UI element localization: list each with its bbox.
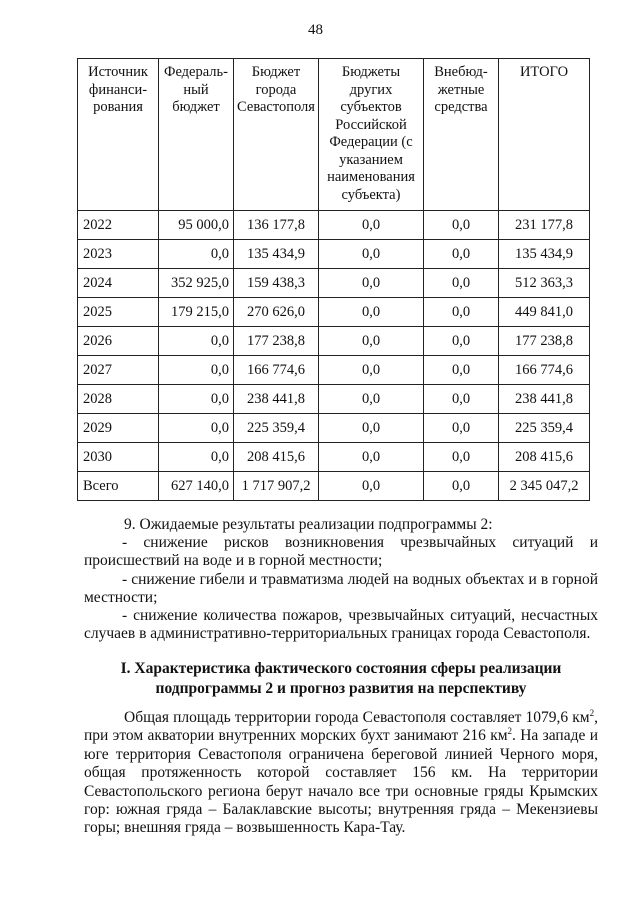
table-cell: 0,0 [319, 472, 424, 501]
superscript: 2 [507, 726, 513, 737]
table-row [78, 211, 590, 240]
table-row [78, 472, 590, 501]
row-label-cell: 2023 [78, 240, 159, 269]
table-cell: 0,0 [424, 211, 499, 240]
row-label-cell: 2024 [78, 269, 159, 298]
table-cell: 208 415,6 [499, 443, 590, 472]
table-cell: 166 774,6 [499, 356, 590, 385]
table-cell: 238 441,8 [499, 385, 590, 414]
table-cell: 238 441,8 [234, 385, 319, 414]
table-cell: 512 363,3 [499, 269, 590, 298]
table-cell: 0,0 [159, 443, 234, 472]
table-cell: 135 434,9 [499, 240, 590, 269]
table-row [78, 385, 590, 414]
table-row [78, 240, 590, 269]
table-cell: 135 434,9 [234, 240, 319, 269]
header-federal: Федераль-ный бюджет [159, 59, 234, 211]
table-cell: 225 359,4 [499, 414, 590, 443]
table-row [78, 414, 590, 443]
table-cell: 1 717 907,2 [234, 472, 319, 501]
table-cell: 0,0 [319, 443, 424, 472]
table-cell: 0,0 [424, 269, 499, 298]
table-cell: 231 177,8 [499, 211, 590, 240]
section-title-line: подпрограммы 2 и прогноз развития на перспективу [155, 680, 527, 697]
header-city: Бюджет города Севастополя [234, 59, 319, 211]
row-label-cell: 2026 [78, 327, 159, 356]
table-cell: 0,0 [424, 356, 499, 385]
table-cell: 177 238,8 [234, 327, 319, 356]
table-row [78, 269, 590, 298]
table-cell: 2 345 047,2 [499, 472, 590, 501]
table-cell: 179 215,0 [159, 298, 234, 327]
row-label-cell: Всего [78, 472, 159, 501]
table-cell: 177 238,8 [499, 327, 590, 356]
table-row [78, 356, 590, 385]
row-label-cell: 2025 [78, 298, 159, 327]
body-paragraph [84, 709, 598, 838]
table-cell: 0,0 [319, 240, 424, 269]
row-label-cell: 2022 [78, 211, 159, 240]
table-cell: 0,0 [424, 240, 499, 269]
table-cell: 0,0 [424, 443, 499, 472]
page-number: 48 [308, 22, 323, 38]
table-cell: 0,0 [159, 414, 234, 443]
section-title [84, 659, 598, 699]
results-item: - снижение количества пожаров, чрезвычайных ситуаций, несчастных случаев в административно-территориальных границах города Севастополя. [84, 607, 598, 643]
table-cell: 225 359,4 [234, 414, 319, 443]
results-heading: 9. Ожидаемые результаты реализации подпрограммы 2: [124, 516, 493, 533]
header-extrabudget: Внебюд-жетные средства [424, 59, 499, 211]
table-cell: 95 000,0 [159, 211, 234, 240]
header-other-subjects: Бюджеты других субъектов Российской Федерации (с указанием наименования субъекта) [319, 59, 424, 211]
table-cell: 0,0 [319, 356, 424, 385]
table-cell: 0,0 [424, 327, 499, 356]
table-cell: 208 415,6 [234, 443, 319, 472]
table-cell: 0,0 [319, 211, 424, 240]
table-row [78, 443, 590, 472]
row-label-cell: 2028 [78, 385, 159, 414]
table-cell: 136 177,8 [234, 211, 319, 240]
row-label-cell: 2029 [78, 414, 159, 443]
table-cell: 0,0 [159, 327, 234, 356]
row-label-cell: 2030 [78, 443, 159, 472]
financing-table [77, 58, 590, 501]
table-body [78, 211, 590, 501]
body-text-part: . На западе и юге территория Севастополя ограничена береговой линией Черного моря, общая протяженность которой составляет 156 км. На территории Севастопольского региона берут начало все три основные гряды Крымских гор: южная гряда – Балаклавские высоты; внутренняя гряда – Мекензиевы горы; внешняя гряда – возвышенность Кара-Тау. [84, 727, 598, 837]
expected-results [84, 516, 598, 643]
table-cell: 0,0 [159, 240, 234, 269]
table-cell: 627 140,0 [159, 472, 234, 501]
body-text-part: Общая площадь территории города Севастополя составляет 1079,6 км [124, 709, 590, 726]
table-cell: 0,0 [319, 327, 424, 356]
table-cell: 159 438,3 [234, 269, 319, 298]
results-item: - снижение рисков возникновения чрезвычайных ситуаций и происшествий на воде и в горной местности; [84, 534, 598, 570]
table-cell: 0,0 [319, 385, 424, 414]
table-row [78, 298, 590, 327]
table-cell: 0,0 [424, 385, 499, 414]
table-cell: 0,0 [319, 298, 424, 327]
table-cell: 0,0 [319, 269, 424, 298]
table-header-row [78, 59, 590, 211]
section-title-line: I. Характеристика фактического состояния сферы реализации [120, 660, 562, 677]
table-cell: 0,0 [319, 414, 424, 443]
results-item: - снижение гибели и травматизма людей на водных объектах и в горной местности; [84, 570, 598, 606]
header-total: ИТОГО [499, 59, 590, 211]
table-cell: 166 774,6 [234, 356, 319, 385]
superscript: 2 [589, 708, 595, 718]
table-cell: 0,0 [424, 472, 499, 501]
header-source: Источник финанси-рования [78, 59, 159, 211]
table-cell: 0,0 [159, 385, 234, 414]
row-label-cell: 2027 [78, 356, 159, 385]
body-text-part: , при этом акватории внутренних морских бухт занимают 216 км [84, 709, 598, 745]
table-row [78, 327, 590, 356]
table-cell: 0,0 [159, 356, 234, 385]
table-cell: 449 841,0 [499, 298, 590, 327]
table-cell: 0,0 [424, 414, 499, 443]
table-cell: 352 925,0 [159, 269, 234, 298]
table-cell: 270 626,0 [234, 298, 319, 327]
table-cell: 0,0 [424, 298, 499, 327]
